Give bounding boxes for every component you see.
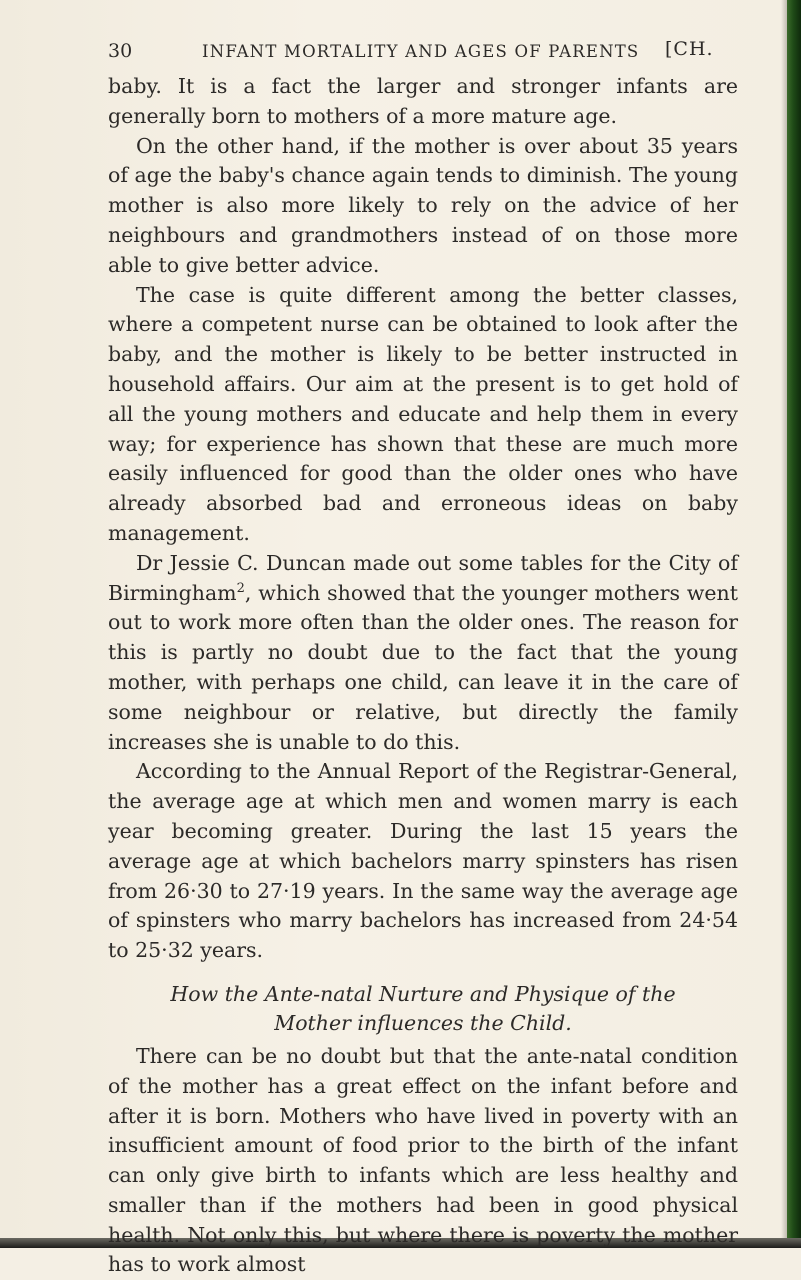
section-heading-line: How the Ante-natal Nurture and Physique of the	[170, 981, 676, 1006]
section-heading	[108, 980, 738, 1038]
chapter-mark: [CH.	[665, 38, 714, 60]
paragraph: The case is quite different among the better classes, where a competent nurse can be obtained to look after the baby, and the mother is likely to be better instructed in household affairs. Our aim at the present is to get hold of all the young mothers and educate and help them in every way; for experience has shown that these are much more easily influenced for good than the older ones who have already absorbed bad and erroneous ideas on baby management.	[108, 282, 738, 545]
section-heading-line: Mother influences the Child.	[274, 1010, 572, 1035]
paragraph-text: , which showed that the younger mothers went out to work more often than the older ones. The reason for this is partly no doubt due to the fact that the young mother, with perhaps one child, can leave it in the care of some neighbour or relative, but directly the family increases she is unable to do this.	[108, 580, 738, 754]
running-header	[108, 38, 748, 68]
paragraph: baby. It is a fact the larger and stronger infants are generally born to mothers of a more mature age.	[108, 74, 738, 128]
footnote-marker: 2	[236, 580, 245, 596]
body-text	[108, 72, 738, 1280]
book-cover-edge	[787, 0, 801, 1248]
paragraph-text: Dr Jessie C. Duncan made out some tables for the City of Birmingham	[108, 550, 738, 605]
paragraph: According to the Annual Report of the Registrar-General, the average age at which men and women marry is each year becoming greater. During the last 15 years the average age at which bachelors marry spinsters has risen from 26·30 to 27·19 years. In the same way the average age of spinsters who marry bachelors has increased from 24·54 to 25·32 years.	[108, 759, 738, 963]
paragraph	[108, 549, 738, 758]
running-title: INFANT MORTALITY AND AGES OF PARENTS	[202, 42, 640, 61]
paragraph: There can be no doubt but that the ante-natal condition of the mother has a great effect on the infant before and after it is born. Mothers who have lived in poverty with an insufficient amount of food prior to the birth of the infant can only give birth to infants which are less healthy and smaller than if the mothers had been in good physical health. Not only this, but where there is poverty the mother has to work almost	[108, 1043, 738, 1277]
paragraph: On the other hand, if the mother is over about 35 years of age the baby's chance again tends to diminish. The young mother is also more likely to rely on the advice of her neighbours and grandmothers instead of on those more able to give better advice.	[108, 133, 738, 277]
page-number: 30	[108, 40, 133, 62]
